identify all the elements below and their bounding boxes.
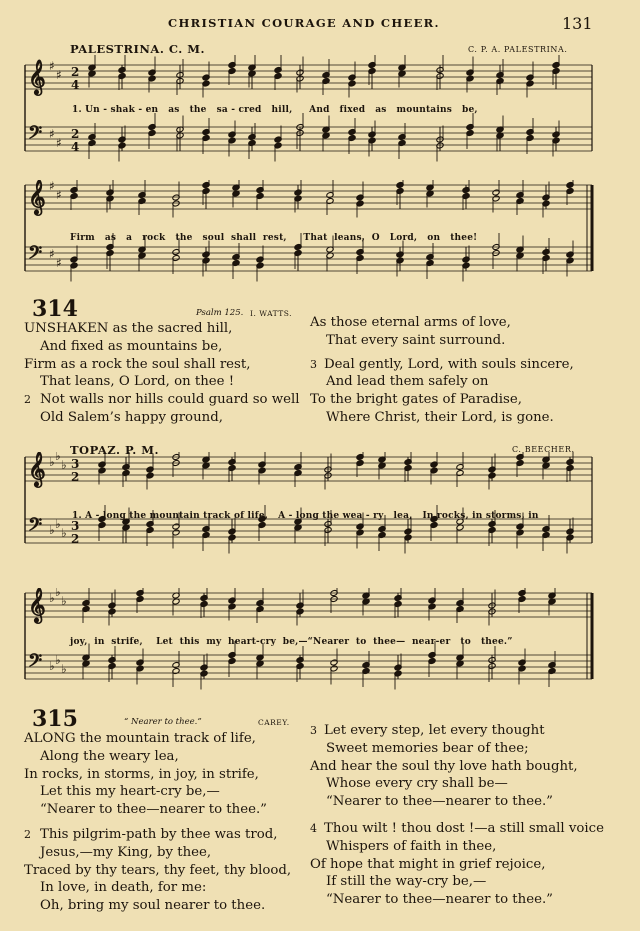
bass-clef-icon: 𝄢 (28, 514, 43, 540)
verse-number: 3 (310, 357, 317, 371)
bass-clef-icon: 𝄢 (28, 242, 43, 268)
lyric-underlay-2: Firm as a rock the soul shall rest, That leans, O Lord, on thee! (70, 233, 478, 243)
lyric-underlay-4: joy, in strife, Let this my heart-cry be,—“Nearer to thee— near-er to thee.” (70, 637, 513, 647)
verse-line: Oh, bring my soul nearer to thee. (40, 898, 266, 914)
flat-sign-icon: ♭ (49, 659, 55, 673)
sharp-sign-icon: ♯ (56, 68, 62, 82)
time-signature-bottom: 2 (71, 470, 80, 484)
verse-line: To the bright gates of Paradise, (310, 392, 522, 408)
time-signature-top: 3 (71, 519, 80, 533)
music-system-4 (0, 588, 640, 708)
flat-sign-icon: ♭ (61, 526, 67, 540)
composer-beecher: C. BEECHER. (512, 445, 575, 454)
author-watts: I. WATTS. (250, 309, 292, 318)
verse-line: ALONG the mountain track of life, (24, 731, 256, 746)
flat-sign-icon: ♭ (49, 523, 55, 537)
scripture-source: Psalm 125. (196, 308, 244, 318)
verse-line: Where Christ, their Lord, is gone. (326, 409, 554, 425)
verse-line: Along the weary lea, (40, 748, 179, 764)
verse-line: And hear the soul thy love hath bought, (310, 758, 578, 774)
time-signature-bottom: 4 (71, 78, 80, 92)
page-number: 131 (562, 14, 593, 33)
page-header (0, 12, 640, 36)
flat-sign-icon: ♭ (61, 662, 67, 676)
author-carey: CAREY. (258, 718, 290, 727)
verse-line: Jesus,—my King, by thee, (40, 844, 212, 860)
treble-clef-icon: 𝄞 (28, 60, 46, 95)
flat-sign-icon: ♭ (61, 594, 67, 608)
sharp-sign-icon: ♯ (56, 136, 62, 150)
verse-line: In love, in death, for me: (40, 880, 207, 896)
time-signature-bottom: 4 (71, 140, 80, 154)
flat-sign-icon: ♭ (49, 455, 55, 469)
verse-line: Let every step, let every thought (324, 723, 545, 738)
sharp-sign-icon: ♯ (49, 247, 55, 261)
hymn314-right-column (310, 314, 574, 427)
verse-line: Sweet memories bear of thee; (326, 740, 529, 756)
lyric-underlay-3: 1. A - long the mountain track of life, A - long the wea - ry lea, In rocks, in storms, in (72, 511, 539, 521)
time-signature-top: 3 (71, 457, 80, 471)
verse-number: 4 (310, 821, 317, 835)
time-signature-top: 2 (71, 65, 80, 79)
flat-sign-icon: ♭ (61, 458, 67, 472)
verse-number: 2 (24, 827, 31, 841)
verse-line: Firm as a rock the soul shall rest, (24, 356, 251, 372)
treble-clef-icon: 𝄞 (28, 588, 46, 623)
lyric-underlay-1: 1. Un - shak - en as the sa - cred hill, And fixed as mountains be, (72, 105, 478, 115)
composer-palestrina: C. P. A. PALESTRINA. (468, 45, 568, 54)
verse-line: Thou wilt ! thou dost !—a still small voice (324, 820, 604, 836)
hymn-number-315: 315 (32, 706, 78, 732)
sharp-sign-icon: ♯ (56, 256, 62, 270)
tune-name-topaz: TOPAZ. P. M. (70, 443, 159, 457)
verse-line: Let this my heart-cry be,— (40, 784, 220, 800)
sharp-sign-icon: ♯ (49, 59, 55, 73)
verse-line: Whose every cry shall be— (326, 776, 508, 792)
flat-sign-icon: ♭ (55, 653, 61, 667)
verse-line: Whispers of faith in thee, (326, 838, 497, 854)
verse-line: “Nearer to thee—nearer to thee.” (326, 794, 553, 810)
verse-line: If still the way-cry be,— (326, 874, 487, 890)
hymn-number-314: 314 (32, 296, 78, 322)
verse-line: Of hope that might in grief rejoice, (310, 856, 546, 872)
hymn314-left-column (24, 320, 300, 427)
bass-clef-icon: 𝄢 (28, 650, 43, 676)
treble-clef-icon: 𝄞 (28, 452, 46, 487)
hymn315-right-column (310, 722, 604, 909)
verse-line: “Nearer to thee—nearer to thee.” (326, 892, 553, 908)
verse-line: That every saint surround. (326, 332, 506, 348)
verse-line: This pilgrim-path by thee was trod, (40, 826, 278, 842)
hymn-subtitle: “ Nearer to thee.” (124, 717, 202, 727)
verse-line: As those eternal arms of love, (310, 315, 511, 330)
verse-line: Deal gently, Lord, with souls sincere, (324, 356, 574, 372)
verse-line: Traced by thy tears, thy feet, thy blood, (24, 862, 292, 878)
sharp-sign-icon: ♯ (56, 188, 62, 202)
verse-line: And lead them safely on (326, 374, 489, 390)
treble-clef-icon: 𝄞 (28, 180, 46, 215)
verse-line: And fixed as mountains be, (40, 338, 223, 354)
verse-number: 3 (310, 724, 317, 737)
running-title: CHRISTIAN COURAGE AND CHEER. (168, 16, 440, 30)
verse-line: “Nearer to thee—nearer to thee.” (40, 802, 267, 818)
tune-name-palestrina: PALESTRINA. C. M. (70, 42, 206, 56)
sharp-sign-icon: ♯ (49, 180, 55, 193)
sharp-sign-icon: ♯ (49, 127, 55, 141)
verse-line: Not walls nor hills could guard so well (40, 392, 300, 408)
hymn315-left-column (24, 730, 291, 915)
flat-sign-icon: ♭ (55, 517, 61, 531)
verse-line: UNSHAKEN as the sacred hill, (24, 321, 233, 336)
time-signature-bottom: 2 (71, 532, 80, 546)
flat-sign-icon: ♭ (55, 452, 61, 463)
verse-line: That leans, O Lord, on thee ! (40, 374, 235, 390)
verse-line: Old Salem’s happy ground, (40, 409, 223, 425)
time-signature-top: 2 (71, 127, 80, 141)
verse-number: 2 (24, 393, 31, 407)
bass-clef-icon: 𝄢 (28, 122, 43, 148)
flat-sign-icon: ♭ (55, 588, 61, 599)
flat-sign-icon: ♭ (49, 591, 55, 605)
verse-line: In rocks, in storms, in joy, in strife, (24, 766, 259, 782)
